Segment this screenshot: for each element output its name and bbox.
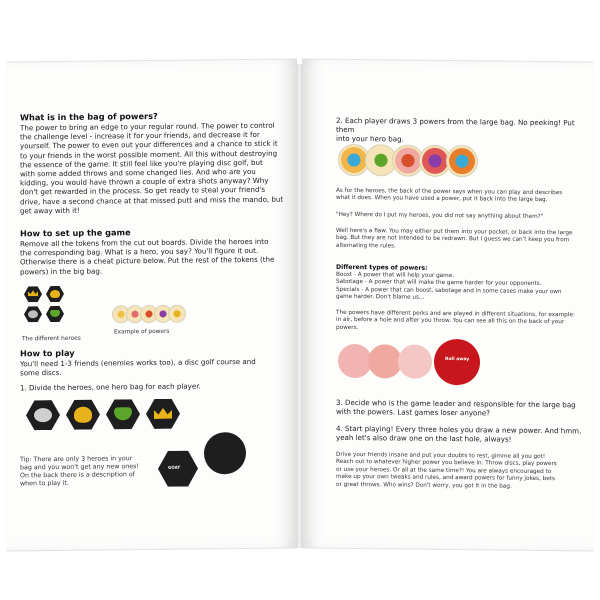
right-page <box>302 58 594 551</box>
drawn-powers-row <box>338 142 498 180</box>
types-line: Specials - A power that can boost, sabotage and in some cases make your own <box>336 286 562 296</box>
section-bag-of-powers <box>20 110 288 216</box>
booklet <box>0 60 600 550</box>
powers-row <box>112 305 192 326</box>
power-coin <box>168 305 186 323</box>
tip-line: Tip: There are only 3 heroes in your <box>20 455 133 464</box>
heading-setup: How to set up the game <box>20 227 131 239</box>
para-flaw-line: alternating the rules. <box>336 242 396 250</box>
types-line: Boost - A power that will help your game. <box>336 271 455 280</box>
big-heroes-row <box>26 399 186 435</box>
heading-how-to-play: How to play <box>20 347 75 359</box>
flame-icon <box>74 407 92 423</box>
power-token-back <box>204 432 246 474</box>
play-line: You'll need 1-3 friends (enemies works too), a disc golf course and <box>20 356 256 369</box>
play-line: some discs. <box>20 368 62 378</box>
heading-bag-of-powers: What is in the bag of powers? <box>20 110 158 123</box>
closing-line: Drive your friends insane and put your doubts to rest, gimme all you got! <box>336 451 546 461</box>
setup-line: powers) in the big bag. <box>20 266 103 276</box>
step-4-line: 4. Start playing! Every three holes you draw a new power. And hmm, <box>336 423 582 436</box>
bag-line: kidding, you would have thrown a couple of extra shots anyway? Why <box>20 175 269 188</box>
para-perks-line: powers. <box>336 324 359 331</box>
setup-line: Otherwise there is a cheat picture below. Put the rest of the tokens (the <box>20 255 275 267</box>
power-back-coin <box>338 344 372 378</box>
step-4-line: yeah let's also draw one on the last hole, always! <box>336 433 512 444</box>
closing-paragraph <box>336 452 588 492</box>
bag-line: the essence of the game. It still feel like you're playing disc golf, but <box>20 157 263 170</box>
bag-line: yourself. The power to even out your differences and a chance to stick it <box>20 139 278 151</box>
token-label: GOAT <box>168 464 181 470</box>
flame-icon <box>50 290 60 298</box>
closing-line: make up your own tweaks and rules, and award powers for funny jokes, bets <box>336 474 555 483</box>
step-1: 1. Divide the heroes, one hero bag for each player. <box>20 381 201 393</box>
step-3-line: 3. Decide who is the game leader and responsible for the large bag <box>336 397 576 410</box>
para-perks-line: The powers have different perks and are played in different situations, for example: <box>336 309 575 319</box>
step-3-line: with the powers. Last games loser anyone? <box>336 407 490 418</box>
para-back-line: As for the heroes, the back of the power says when you can play and describes <box>336 187 563 197</box>
types-of-powers <box>336 264 588 304</box>
para-flaw-line: bag. But they are not intended to be redrawn. But I guess we can't keep you from <box>336 235 570 244</box>
closing-line: or use your heroes. Or all at the same time?! You are always encouraged to <box>336 466 552 475</box>
tip-line: when to play it. <box>20 479 69 488</box>
bag-line: get away with it! <box>20 205 80 216</box>
caption-heroes: The different heroes <box>22 335 81 343</box>
power-backs-row <box>338 338 508 390</box>
step-2-line: into your hero bag. <box>336 134 404 144</box>
tip-line: bag and you won't get any new ones! <box>20 463 139 472</box>
types-line: Sabotage - A power that will make the game harder for your opponents. <box>336 279 542 288</box>
power-coin <box>446 145 478 177</box>
red-token-text: Roll away <box>445 356 470 363</box>
para-perks <box>336 310 588 335</box>
disc-icon <box>28 310 38 318</box>
heading-types: Different types of powers: <box>336 263 428 272</box>
section-setup <box>20 226 288 277</box>
closing-line: or great throws. Who wins? Don't worry, you got it in the bag. <box>336 481 512 490</box>
setup-line: Remove all the tokens from the cut out boards. Divide the heroes into <box>20 236 269 249</box>
bag-line: don't get rewarded in the process. So get ready to steal your friend's <box>20 185 266 197</box>
step-2-line: 2. Each player draws 3 powers from the large bag. No peeking! Put them <box>336 115 575 135</box>
step-3 <box>336 398 588 419</box>
section-how-to-play <box>20 346 288 393</box>
types-line: game harder. Don't blame us... <box>336 294 425 301</box>
step-4 <box>336 424 588 445</box>
setup-line: the corresponding bag. What is a hero, you say? You'll figure it out. <box>20 246 259 258</box>
para-flaw <box>336 228 588 253</box>
power-back-coin <box>368 344 402 378</box>
quote <box>336 212 588 222</box>
para-perks-line: in air, before a hole and after you throw. You can see all this on the back of your <box>336 317 565 326</box>
para-back-line: what it does. When you have used a power, put it back into the large bag. <box>336 195 548 204</box>
heroes-grid <box>24 286 84 333</box>
bag-line: drive, have a second chance at that missed putt and miss the mando, but <box>20 194 284 207</box>
bag-line: to your friends in the worst possible moment. All this without destroying <box>20 148 278 160</box>
power-back-coin <box>398 344 432 378</box>
closing-line: Reach out to whatever higher power you believe in. Throw discs, play powers <box>336 459 557 468</box>
bag-line: with some added throws and some changed lies. And who are you <box>20 166 256 179</box>
para-back <box>336 188 588 205</box>
caption-powers: Example of powers <box>114 328 170 336</box>
tip-line: On the back there is a description of <box>20 471 135 480</box>
bag-line: The power to bring an edge to your regular round. The power to control <box>20 120 275 133</box>
para-flaw-line: Well here's a flaw. You may either put them into your pocket, or back into the large <box>336 227 573 237</box>
left-page <box>6 58 297 551</box>
tip-box <box>20 455 170 489</box>
bag-line: the challenge level - increase it for your friends, and decrease it for <box>20 130 260 142</box>
quote-text: "Hey? Where do I put my heroes, you did not say anything about them?" <box>336 211 544 220</box>
